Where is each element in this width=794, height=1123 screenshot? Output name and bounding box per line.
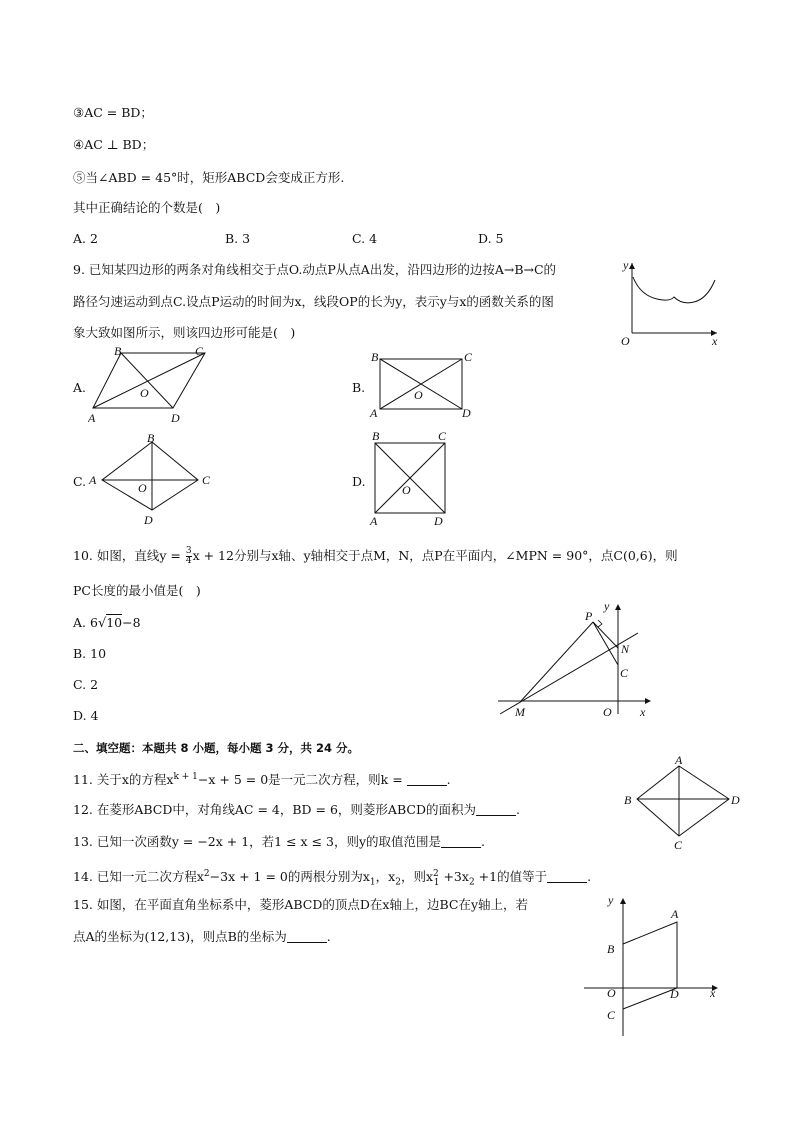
q15-fig-label-d: D — [670, 987, 679, 1001]
q9-figure-c-rhombus — [86, 430, 216, 528]
q14-mid4: +3x — [439, 869, 469, 885]
q15-fig-label-b: B — [607, 942, 615, 956]
q8-option-c: C. 4 — [352, 231, 378, 246]
q14-sub1: 1 — [369, 877, 376, 888]
fig-b-label-o: O — [414, 388, 423, 402]
q10-fig-label-o: O — [603, 705, 612, 719]
fig-b-label-b: B — [371, 350, 379, 364]
q11-post: −x + 5 = 0是一元二次方程，则k = — [197, 772, 407, 788]
q10-fig-label-c: C — [620, 666, 629, 680]
q11-sup: k + 1 — [173, 772, 198, 782]
q10-frac-den: 4 — [185, 556, 192, 566]
rhombus-figure — [620, 752, 745, 852]
rhombus-label-c: C — [674, 838, 683, 852]
fig-a-label-o: O — [140, 386, 149, 400]
q10-suffix: x + 12分别与x轴、y轴相交于点M，N，点P在平面内，∠MPN = 90°，点C(0,6)，则 — [192, 548, 678, 563]
q15-fig-label-x: x — [710, 986, 716, 1000]
fig-a-label-c: C — [195, 344, 204, 358]
q15-fig-label-o: O — [607, 986, 616, 1000]
q10-option-a: A. 6√10−8 — [73, 615, 141, 631]
q10-prefix: 10. 如图，直线y = — [73, 548, 185, 563]
q14 — [73, 866, 591, 891]
q9-line-1: 9. 已知某四边形的两条对角线相交于点O.动点P从点A出发，沿四边形的边按A→B→C的 — [73, 262, 557, 277]
fig-c-label-o: O — [138, 481, 147, 495]
q14-answer-blank[interactable] — [547, 870, 587, 883]
q10-fig-label-p: P — [585, 609, 593, 623]
q10-option-a-post: −8 — [122, 615, 141, 630]
q15-line-1: 15. 如图，在平面直角坐标系中，菱形ABCD的顶点D在x轴上，边BC在y轴上，若 — [73, 897, 529, 912]
fig-d-label-o: O — [402, 483, 411, 497]
q10-line-1 — [73, 547, 678, 566]
q9-function-graph — [612, 255, 732, 347]
fig-b-label-c: C — [464, 350, 473, 364]
q9-option-d: D. — [352, 474, 366, 489]
q10-option-a-pre: A. 6 — [73, 615, 98, 630]
fig-d-label-b: B — [372, 429, 380, 443]
q8-option-b: B. 3 — [225, 231, 251, 246]
q10-option-b: B. 10 — [73, 646, 107, 661]
q9-figure-a-parallelogram — [88, 343, 218, 428]
section-2-heading: 二、填空题：本题共 8 小题，每小题 3 分，共 24 分。 — [73, 741, 360, 755]
rhombus-label-d: D — [731, 793, 740, 807]
q14-mid2: ，x — [375, 869, 396, 885]
q13-pre: 13. 已知一次函数y = −2x + 1，若1 ≤ x ≤ 3，则y的取值范围是 — [73, 834, 442, 849]
q13-end: . — [481, 834, 486, 849]
q9-figure-d-square — [366, 428, 456, 530]
fig-a-label-a: A — [88, 411, 96, 425]
q14-sub2: 2 — [395, 877, 401, 888]
q10-frac-num: 3 — [185, 546, 192, 556]
q14-sub3: 1 — [433, 877, 440, 888]
fig-c-label-a: A — [89, 473, 97, 487]
q9-line-2: 路径匀速运动到点C.设点P运动的时间为x，线段OP的长为y，表示y与x的函数关系的图 — [73, 294, 554, 309]
q11-end: . — [446, 772, 451, 788]
q15-fig-label-a: A — [671, 907, 679, 921]
q10-option-d: D. 4 — [73, 708, 99, 723]
q8-option-a: A. 2 — [73, 231, 98, 246]
q15-fig-label-y: y — [608, 893, 614, 907]
q15-fig-label-c: C — [607, 1008, 616, 1022]
q12 — [73, 802, 520, 818]
q10-line-2: PC长度的最小值是( ) — [73, 583, 201, 598]
fig-d-label-a: A — [370, 514, 378, 528]
q14-sup2: 2 — [433, 869, 439, 879]
fig-d-label-c: C — [438, 429, 447, 443]
q9-option-c: C. — [73, 474, 87, 489]
q10-fig-label-x: x — [640, 705, 646, 719]
q9-option-b: B. — [352, 380, 366, 395]
q15-figure — [580, 890, 725, 1040]
q12-end: . — [515, 802, 520, 817]
q15-answer-blank[interactable] — [287, 930, 327, 943]
graph-origin-label: O — [621, 334, 630, 347]
question-8-prompt: 其中正确结论的个数是( ) — [73, 200, 221, 215]
q10-option-a-radicand: 10 — [106, 615, 123, 630]
graph-x-label: x — [712, 334, 718, 347]
q15-line-2 — [73, 929, 331, 945]
q10-option-c: C. 2 — [73, 677, 99, 692]
q13-answer-blank[interactable] — [441, 835, 481, 848]
statement-4: ④AC ⊥ BD； — [73, 137, 155, 152]
q15-line2-pre: 点A的坐标为(12,13)，则点B的坐标为 — [73, 929, 287, 944]
q12-pre: 12. 在菱形ABCD中，对角线AC = 4，BD = 6，则菱形ABCD的面积为 — [73, 802, 476, 817]
q10-fig-label-m: M — [515, 705, 525, 719]
q8-option-d: D. 5 — [478, 231, 504, 246]
q14-mid3: ，则x — [400, 869, 434, 885]
fig-a-label-b: B — [114, 344, 122, 358]
q14-end: . — [587, 869, 592, 885]
q14-sub4: 2 — [468, 877, 475, 888]
q9-option-a: A. — [73, 380, 87, 395]
rhombus-label-b: B — [624, 793, 632, 807]
q10-fig-label-n: N — [621, 642, 630, 656]
fig-d-label-d: D — [434, 514, 443, 528]
fig-c-label-d: D — [144, 513, 153, 527]
fig-b-label-d: D — [462, 406, 471, 420]
q11-pre: 11. 关于x的方程x — [73, 772, 174, 788]
q9-figure-b-rectangle — [366, 345, 481, 425]
graph-y-label: y — [623, 258, 629, 272]
q14-mid5: +1的值等于 — [474, 869, 548, 885]
q9-line-3: 象大致如图所示，则该四边形可能是( ) — [73, 325, 296, 340]
fig-a-label-d: D — [171, 411, 180, 425]
fig-c-label-b: B — [147, 431, 155, 445]
q15-end: . — [326, 929, 331, 944]
q14-pre: 14. 已知一元二次方程x — [73, 869, 204, 885]
fig-c-label-c: C — [202, 473, 211, 487]
q11-answer-blank[interactable] — [407, 773, 447, 786]
statement-5: ⑤当∠ABD = 45°时，矩形ABCD会变成正方形. — [73, 170, 345, 185]
q14-mid: −3x + 1 = 0的两根分别为x — [209, 869, 370, 885]
q11 — [73, 769, 451, 788]
q13 — [73, 834, 485, 850]
q10-fig-label-y: y — [604, 599, 610, 613]
q12-answer-blank[interactable] — [476, 803, 516, 816]
fig-b-label-a: A — [370, 406, 378, 420]
rhombus-label-a: A — [675, 753, 683, 767]
statement-3: ③AC = BD； — [73, 105, 153, 120]
q14-sup: 2 — [203, 869, 210, 879]
q10-figure — [495, 596, 660, 721]
